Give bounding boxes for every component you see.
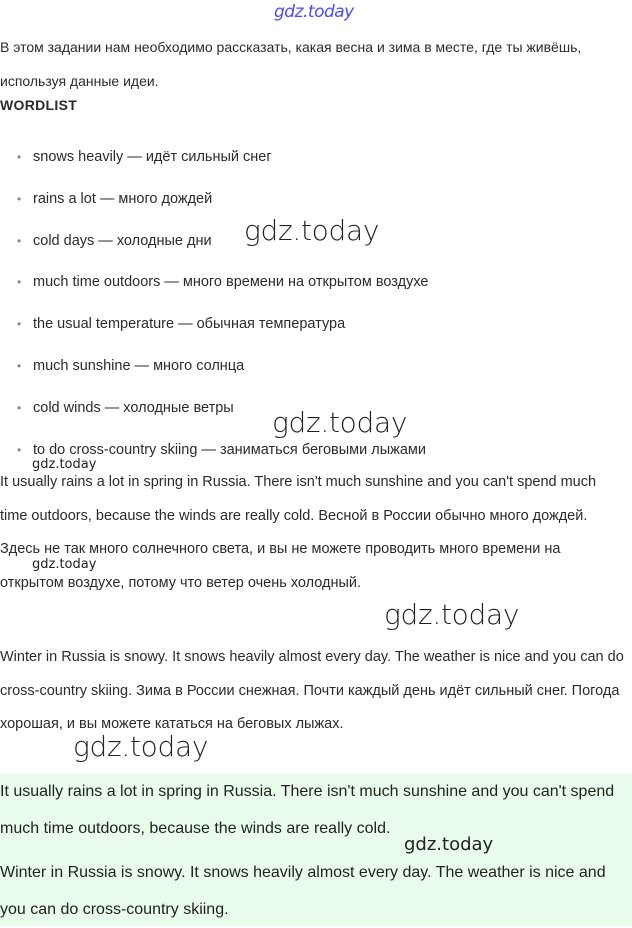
site-logo: gdz.today (274, 2, 354, 22)
list-item-text: rains a lot — много дождей (33, 190, 213, 207)
list-item (0, 221, 429, 263)
watermark: gdz.today (32, 457, 97, 472)
list-item-text: snows heavily — идёт сильный снег (33, 149, 272, 165)
answer-winter: Winter in Russia is snowy. It snows heavily almost every day. The weather is nice and you can do cross-country skiing. (0, 864, 606, 918)
list-item (0, 388, 429, 430)
list-item-text: to do cross-country skiing — заниматься беговыми лыжами (33, 441, 426, 458)
paragraph-spring: It usually rains a lot in spring in Russia. There isn't much sunshine and you can't spend much time outdoors, because the winds are really cold. Весной в России обычно много дождей. Здесь не так много солнечного света, и вы не можете проводить много времени на открытом воздухе, потому что ветер очень холодный. (0, 474, 597, 591)
bullet-icon: • (17, 191, 22, 206)
bullet-icon: • (17, 442, 22, 457)
list-item (0, 346, 429, 388)
answer-spring: It usually rains a lot in spring in Russia. There isn't much sunshine and you can't spend much time outdoors, because the winds are really cold. (0, 783, 615, 837)
watermark: gdz.today (272, 406, 408, 439)
task-intro: В этом задании нам необходимо рассказать, какая весна и зима в месте, где ты живёшь, используя данные идеи. (0, 39, 582, 89)
list-item (0, 262, 429, 304)
watermark: gdz.today (244, 214, 380, 247)
list-item-text: much sunshine — много солнца (33, 357, 245, 374)
list-item (0, 304, 429, 346)
list-item-text: the usual temperature — обычная температура (33, 316, 346, 333)
bullet-icon: • (17, 150, 22, 164)
answer-box (0, 774, 632, 926)
wordlist-title: WORDLIST (0, 97, 78, 113)
watermark: gdz.today (384, 598, 520, 631)
list-item-text: cold winds — холодные ветры (33, 399, 234, 416)
list-item (0, 137, 429, 179)
list-item-text: cold days — холодные дни (33, 232, 212, 249)
list-item-text: much time outdoors — много времени на открытом воздухе (33, 274, 429, 291)
watermark: gdz.today (404, 834, 494, 855)
list-item (0, 179, 429, 221)
bullet-icon: • (17, 233, 22, 248)
bullet-icon: • (17, 400, 22, 415)
bullet-icon: • (17, 275, 22, 290)
bullet-icon: • (17, 358, 22, 373)
watermark: gdz.today (32, 557, 97, 572)
paragraph-winter: Winter in Russia is snowy. It snows heavily almost every day. The weather is nice and you can do cross-country skiing. Зима в России снежная. Почти каждый день идёт сильный снег. Погода хорошая, и вы можете кататься на беговых лыжах. (0, 649, 624, 732)
watermark: gdz.today (73, 730, 209, 763)
wordlist (0, 137, 429, 471)
bullet-icon: • (17, 317, 22, 332)
